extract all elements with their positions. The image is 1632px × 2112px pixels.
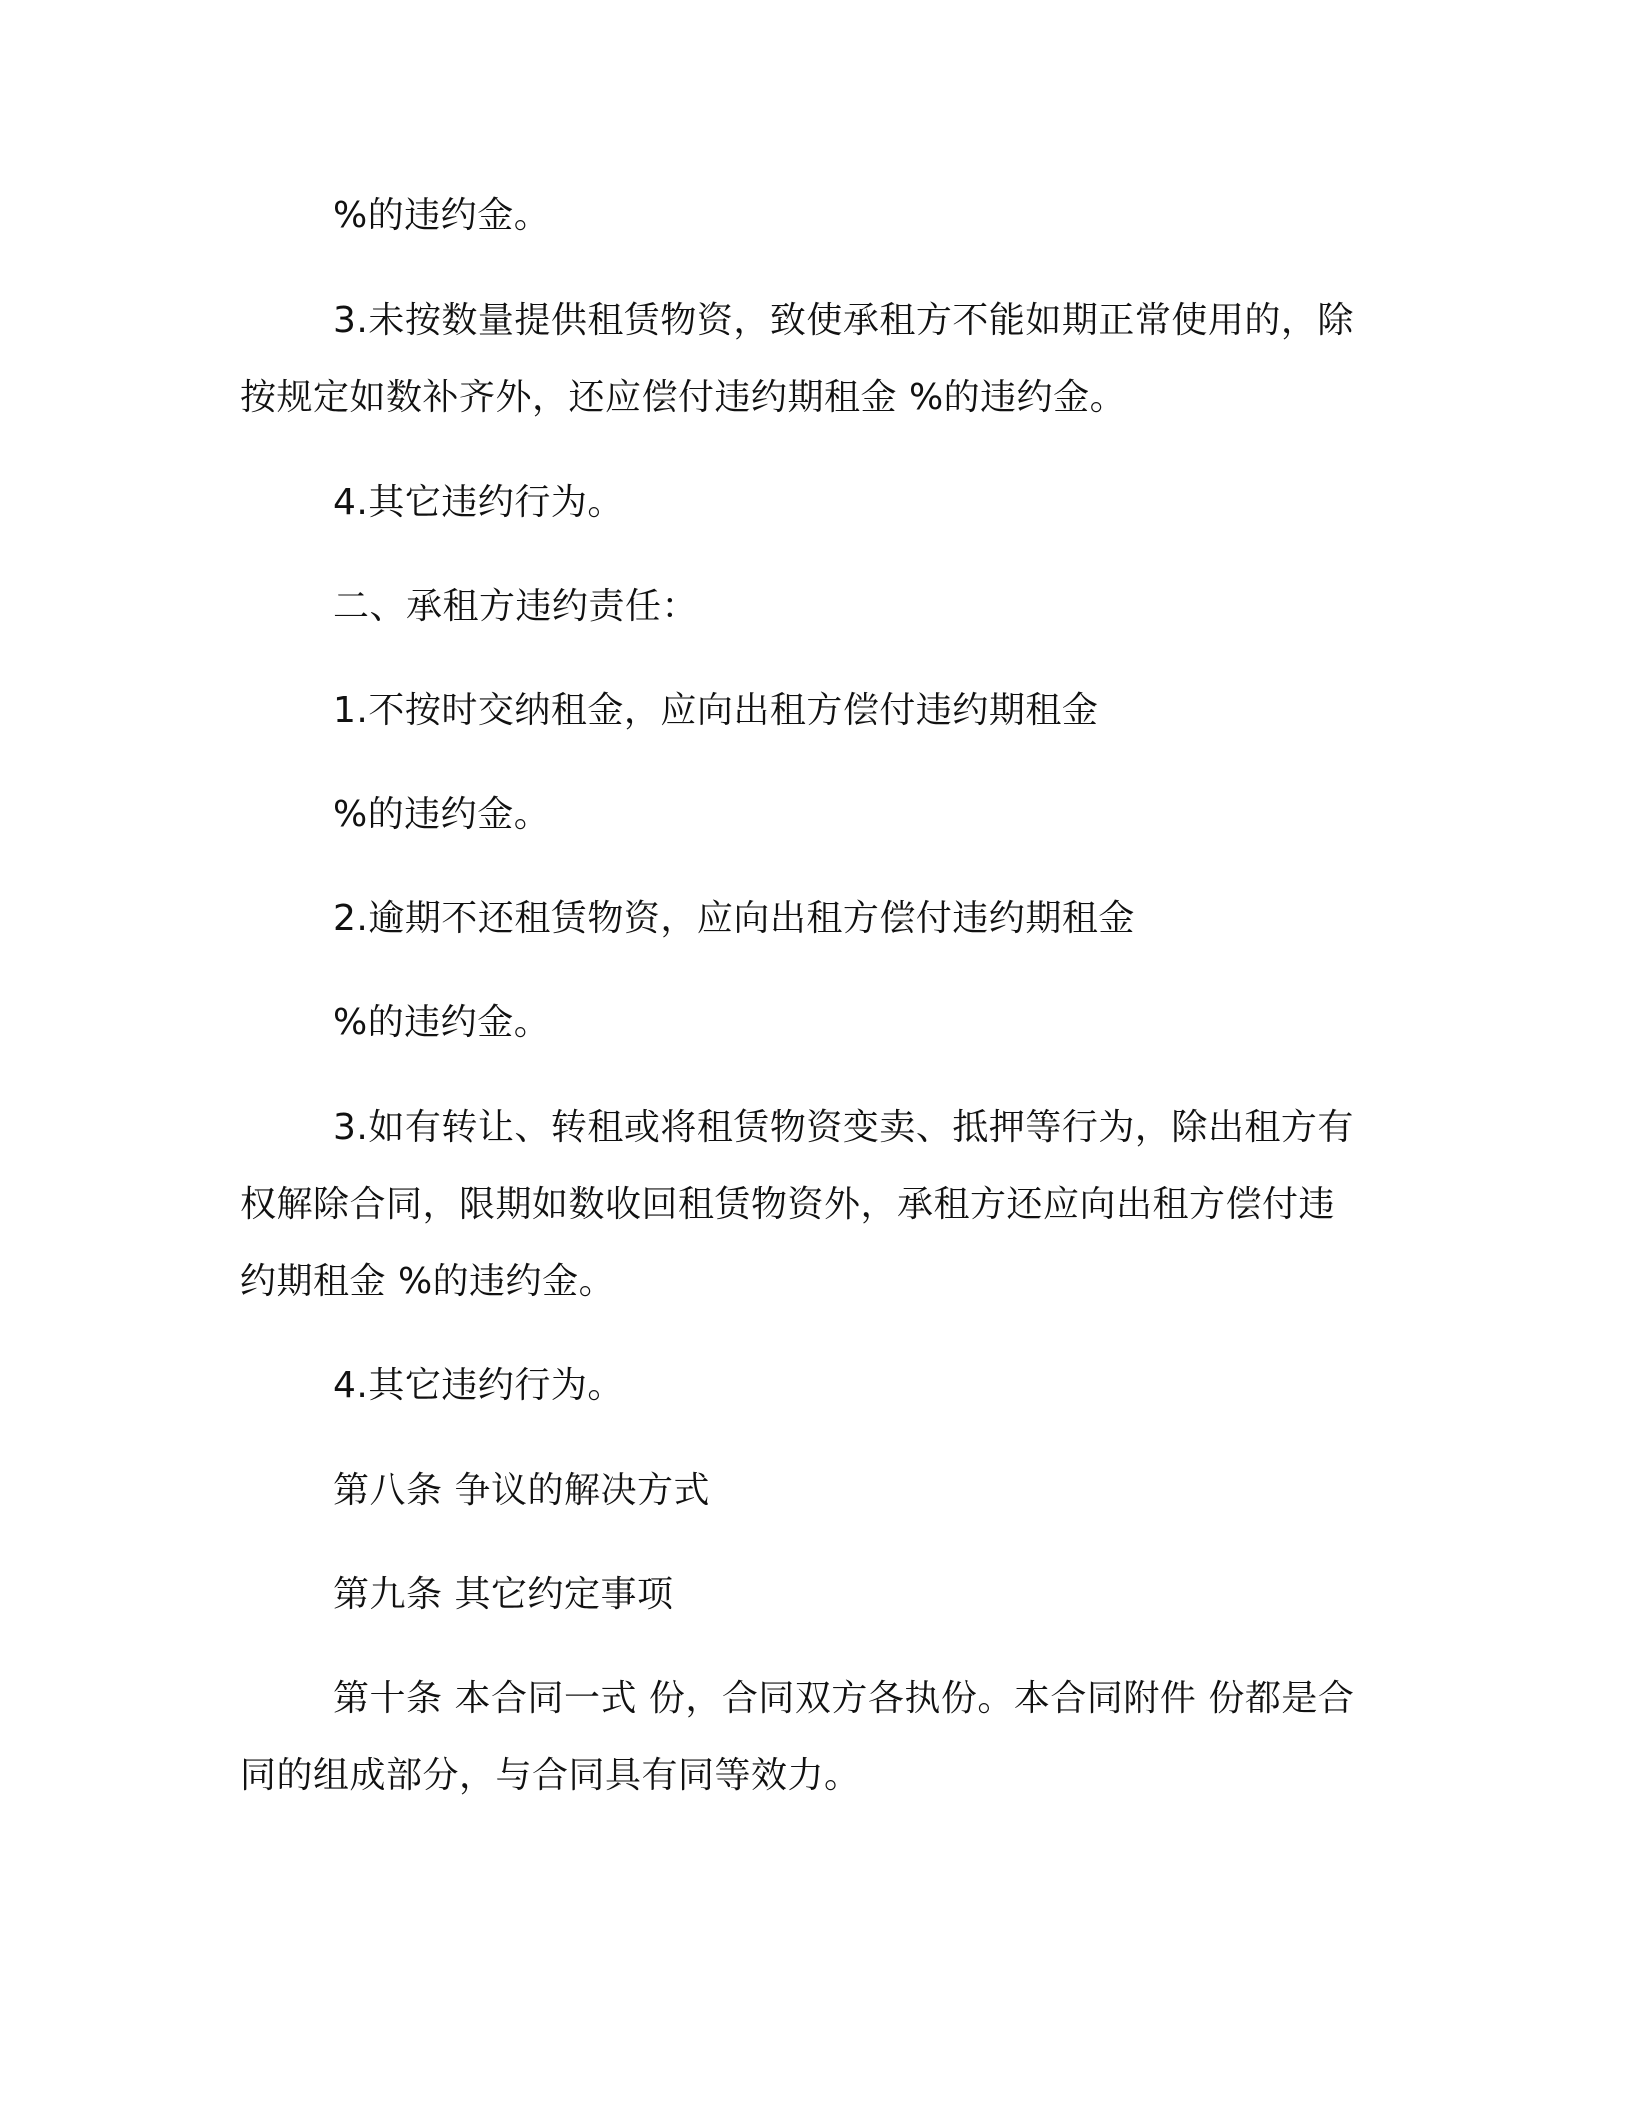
text-line: 1.不按时交纳租金，应向出租方偿付违约期租金 [333, 690, 1099, 731]
article-heading: 第八条 争议的解决方式 [333, 1470, 710, 1511]
text-line: 4.其它违约行为。 [333, 482, 624, 523]
text-line: 按规定如数补齐外，还应偿付违约期租金 %的违约金。 [240, 377, 1127, 418]
text-line: 2.逾期不还租赁物资，应向出租方偿付违约期租金 [333, 898, 1135, 939]
text-line: %的违约金。 [333, 1002, 551, 1043]
text-line: 3.未按数量提供租赁物资，致使承租方不能如期正常使用的，除 [333, 300, 1354, 341]
text-line: 3.如有转让、转租或将租赁物资变卖、抵押等行为，除出租方有 [333, 1107, 1354, 1148]
text-line: 权解除合同，限期如数收回租赁物资外，承租方还应向出租方偿付违 [240, 1184, 1336, 1225]
text-line: 约期租金 %的违约金。 [240, 1261, 616, 1302]
article-heading: 第九条 其它约定事项 [333, 1574, 674, 1615]
section-heading: 二、承租方违约责任： [333, 586, 699, 627]
text-line: 4.其它违约行为。 [333, 1365, 624, 1406]
text-line: %的违约金。 [333, 195, 551, 236]
text-line: %的违约金。 [333, 794, 551, 835]
text-line: 同的组成部分，与合同具有同等效力。 [240, 1755, 861, 1796]
text-line: 第十条 本合同一式 份，合同双方各执份。本合同附件 份都是合 [333, 1678, 1355, 1719]
